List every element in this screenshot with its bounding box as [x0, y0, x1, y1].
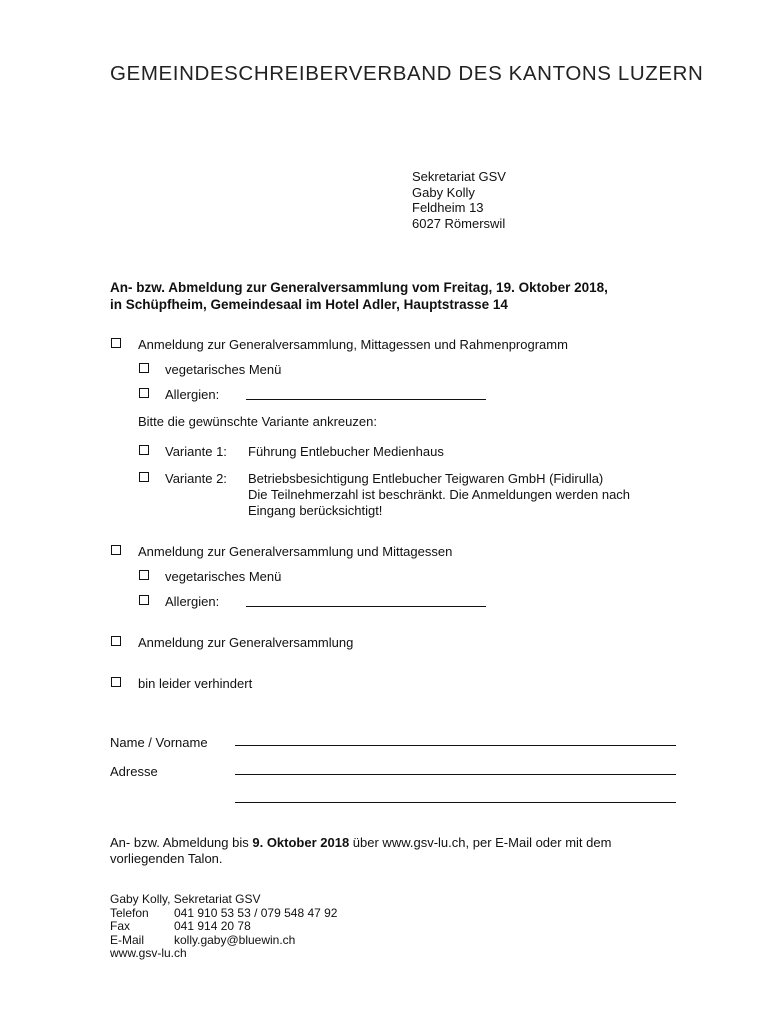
contact-label: Telefon [110, 905, 149, 920]
recipient-address [412, 169, 506, 231]
variant1-checkbox[interactable] [139, 445, 149, 455]
address-field[interactable] [235, 774, 676, 775]
deadline-post: über www.gsv-lu.ch, per E-Mail oder mit dem [349, 835, 612, 850]
variant2-line: Die Teilnehmerzahl ist beschränkt. Die Anmeldungen werden nach [248, 487, 631, 502]
option3-label: Anmeldung zur Generalversammlung [138, 635, 354, 650]
address-field-line2[interactable] [235, 802, 676, 803]
contact-row-fax [110, 920, 337, 934]
option1-label: Anmeldung zur Generalversammlung, Mittagessen und Rahmenprogramm [138, 337, 568, 352]
name-field[interactable] [235, 745, 676, 746]
option4-checkbox[interactable] [111, 677, 121, 687]
variant2-line: Betriebsbesichtigung Entlebucher Teigwaren GmbH (Fidirulla) [248, 471, 604, 486]
variant2-label: Variante 2: [165, 471, 227, 486]
contact-label: E-Mail [110, 932, 145, 947]
address-label: Adresse [110, 764, 158, 779]
option2-allergies-label: Allergien: [165, 594, 220, 609]
option2-label: Anmeldung zur Generalversammlung und Mittagessen [138, 544, 453, 559]
contact-website: www.gsv-lu.ch [110, 946, 187, 961]
option2-allergies-field[interactable] [246, 595, 486, 607]
variant1-text: Führung Entlebucher Medienhaus [248, 444, 444, 459]
option1-veg-checkbox[interactable] [139, 363, 149, 373]
contact-name: Gaby Kolly, Sekretariat GSV [110, 892, 261, 906]
recipient-line: Feldheim 13 [412, 200, 484, 215]
variant2-line: Eingang berücksichtigt! [248, 503, 383, 518]
option3-checkbox[interactable] [111, 636, 121, 646]
contact-row-email [110, 934, 337, 948]
option4-label: bin leider verhindert [138, 676, 253, 691]
deadline-line2: vorliegenden Talon. [110, 851, 223, 866]
contact-value: kolly.gaby@bluewin.ch [174, 932, 296, 947]
deadline-text [110, 835, 611, 850]
contact-value: 041 914 20 78 [174, 919, 251, 934]
option2-veg-checkbox[interactable] [139, 570, 149, 580]
option2-checkbox[interactable] [111, 545, 121, 555]
recipient-line: Sekretariat GSV [412, 169, 506, 184]
recipient-line: 6027 Römerswil [412, 215, 506, 231]
contact-row-phone [110, 907, 337, 921]
name-label: Name / Vorname [110, 735, 208, 750]
variant2-text [248, 471, 630, 518]
deadline-pre: An- bzw. Abmeldung bis [110, 835, 253, 850]
letterhead: GEMEINDESCHREIBERVERBAND DES KANTONS LUZERN [110, 62, 704, 85]
deadline-date: 9. Oktober 2018 [252, 835, 350, 850]
contact-block [110, 893, 337, 961]
contact-value: 041 910 53 53 / 079 548 47 92 [174, 905, 338, 920]
option1-allergies-label: Allergien: [165, 387, 220, 402]
form-title [110, 279, 608, 313]
option2-allergies-checkbox[interactable] [139, 595, 149, 605]
option2-veg-label: vegetarisches Menü [165, 569, 282, 584]
recipient-line: Gaby Kolly [412, 184, 475, 200]
contact-label: Fax [110, 919, 131, 934]
option1-allergies-field[interactable] [246, 388, 486, 400]
title-line: An- bzw. Abmeldung zur Generalversammlung vom Freitag, 19. Oktober 2018, [110, 280, 608, 295]
option1-checkbox[interactable] [111, 338, 121, 348]
title-line: in Schüpfheim, Gemeindesaal im Hotel Adler, Hauptstrasse 14 [110, 297, 508, 312]
variant1-label: Variante 1: [165, 444, 227, 459]
option1-allergies-checkbox[interactable] [139, 388, 149, 398]
option1-veg-label: vegetarisches Menü [165, 362, 282, 377]
variant-instruction: Bitte die gewünschte Variante ankreuzen: [138, 414, 377, 429]
variant2-checkbox[interactable] [139, 472, 149, 482]
